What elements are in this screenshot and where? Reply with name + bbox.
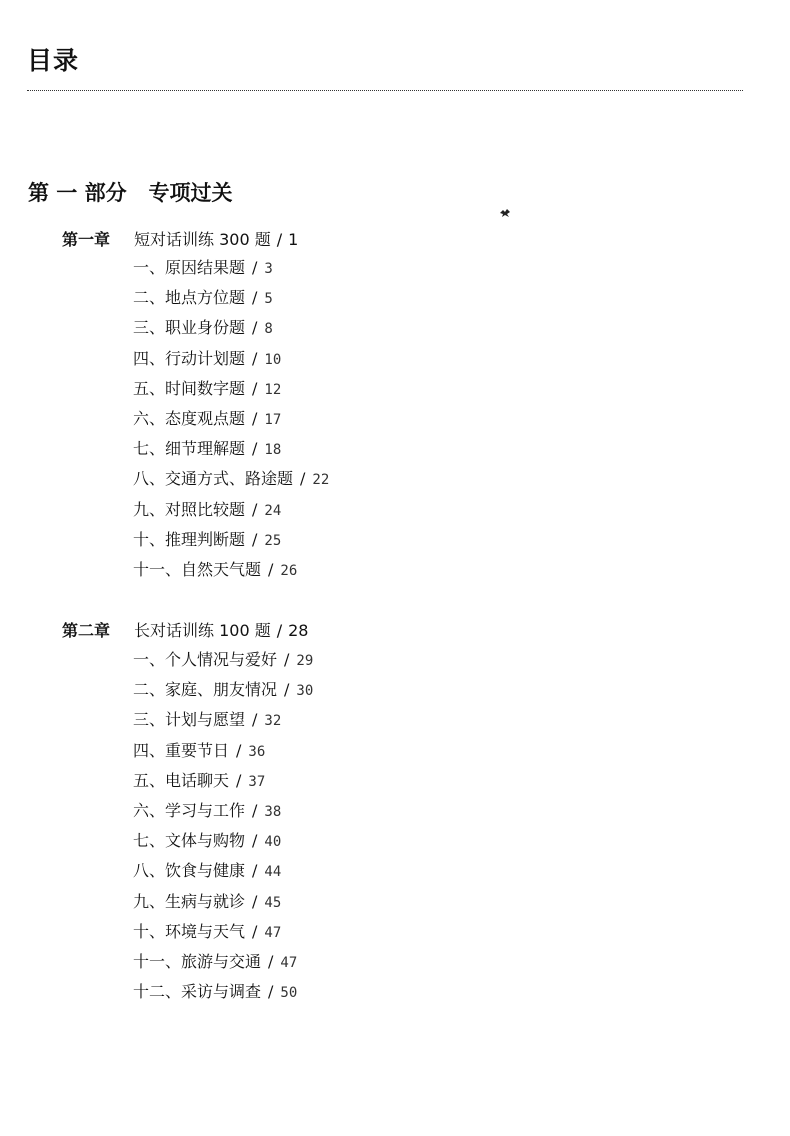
title-divider [27,90,743,91]
chapter-page: 1 [288,230,299,249]
page-separator: / [268,982,274,1002]
toc-entry-page: 24 [264,502,282,519]
page-separator: / [276,230,283,249]
page-separator: / [252,891,258,911]
toc-entry-label: 七、细节理解题 [133,439,246,459]
chapter-name: 长对话训练 100 题 [134,621,271,640]
toc-entry[interactable] [133,374,329,404]
toc-entry-page: 38 [264,803,282,820]
toc-entry-page: 12 [264,381,282,398]
toc-entry[interactable] [133,645,313,675]
toc-entry-page: 44 [264,864,282,881]
toc-entry[interactable] [133,977,313,1007]
page-separator: / [284,650,290,669]
toc-entry-label: 五、电话聊天 [133,770,230,790]
toc-entry-label: 八、饮食与健康 [133,861,246,881]
page-separator: / [252,439,258,459]
toc-entry-page: 8 [264,321,273,338]
toc-entry-page: 22 [312,472,330,489]
page-separator: / [252,378,258,398]
toc-entry[interactable] [133,555,329,585]
toc-entry-page: 3 [264,261,273,277]
toc-entry-label: 七、文体与购物 [133,831,246,851]
toc-entry-page: 30 [296,683,314,700]
chapter-name: 短对话训练 300 题 [134,230,271,249]
toc-entry-label: 九、对照比较题 [133,499,246,519]
page-separator: / [252,861,258,881]
toc-entry-label: 九、生病与就诊 [133,891,246,911]
toc-entry-label: 四、行动计划题 [133,348,246,368]
page-separator: / [252,529,258,549]
page-separator: / [252,408,258,428]
page-separator: / [252,831,258,851]
toc-entry[interactable] [133,796,313,826]
page-separator: / [268,951,274,971]
chapter-number: 第二章 [62,621,111,640]
section-list [133,253,329,585]
toc-entry-page: 26 [280,562,298,579]
page-separator: / [268,559,274,579]
toc-entry[interactable] [133,766,313,796]
page-separator: / [284,680,290,700]
section-list [133,645,313,1007]
page-title: 目录 [27,46,80,75]
toc-entry-page: 47 [280,954,298,971]
page-separator: / [252,921,258,941]
toc-entry-label: 六、态度观点题 [133,408,246,428]
toc-entry[interactable] [133,313,329,343]
toc-entry[interactable] [133,434,329,464]
toc-entry-label: 十、推理判断题 [133,529,246,549]
page-separator: / [252,800,258,820]
toc-entry-page: 10 [264,351,282,368]
page-separator: / [236,770,242,790]
toc-entry[interactable] [133,344,329,374]
toc-entry-label: 三、职业身份题 [133,318,246,338]
toc-entry-page: 40 [264,834,282,851]
toc-entry-label: 五、时间数字题 [133,378,246,398]
toc-entry-label: 八、交通方式、路途题 [133,469,294,489]
toc-entry-label: 十、环境与天气 [133,921,246,941]
toc-entry[interactable] [133,736,313,766]
toc-entry[interactable] [133,495,329,525]
page-separator: / [252,258,258,277]
toc-entry-page: 17 [264,411,282,428]
chapter-number: 第一章 [62,230,111,249]
toc-entry-label: 十二、采访与调查 [133,982,262,1002]
toc-entry-label: 二、家庭、朋友情况 [133,680,278,700]
chapter-page: 28 [288,621,309,640]
scan-speck [499,208,511,218]
toc-entry[interactable] [133,887,313,917]
toc-entry-label: 十一、自然天气题 [133,559,262,579]
toc-entry-page: 50 [280,985,298,1002]
toc-entry-label: 六、学习与工作 [133,800,246,820]
toc-entry[interactable] [133,917,313,947]
page-separator: / [252,499,258,519]
toc-entry[interactable] [133,705,313,735]
chapter-heading[interactable] [62,229,298,251]
toc-entry[interactable] [133,404,329,434]
toc-entry[interactable] [133,856,313,886]
toc-entry-page: 5 [264,291,273,308]
page-separator: / [252,288,258,308]
toc-entry-page: 47 [264,924,282,941]
toc-entry-page: 29 [296,653,314,669]
toc-entry-label: 十一、旅游与交通 [133,951,262,971]
toc-entry[interactable] [133,947,313,977]
toc-entry-label: 三、计划与愿望 [133,710,246,730]
toc-entry[interactable] [133,253,329,283]
toc-entry-page: 36 [248,743,266,760]
toc-entry[interactable] [133,525,329,555]
page-separator: / [300,469,306,489]
toc-entry-page: 32 [264,713,282,730]
toc-entry-label: 四、重要节日 [133,740,230,760]
toc-entry-label: 一、原因结果题 [133,258,246,277]
page-separator: / [252,318,258,338]
toc-entry-label: 二、地点方位题 [133,288,246,308]
page-separator: / [236,740,242,760]
page-separator: / [252,710,258,730]
part-title: 第 一 部分 专项过关 [28,180,233,205]
page-separator: / [276,621,283,640]
page-separator: / [252,348,258,368]
chapter-heading[interactable] [62,620,308,642]
toc-entry[interactable] [133,464,329,494]
toc-entry-page: 45 [264,894,282,911]
toc-entry[interactable] [133,283,329,313]
toc-entry[interactable] [133,826,313,856]
toc-entry-page: 25 [264,532,282,549]
toc-entry[interactable] [133,675,313,705]
toc-entry-page: 18 [264,442,282,459]
toc-entry-page: 37 [248,773,266,790]
toc-entry-label: 一、个人情况与爱好 [133,650,278,669]
